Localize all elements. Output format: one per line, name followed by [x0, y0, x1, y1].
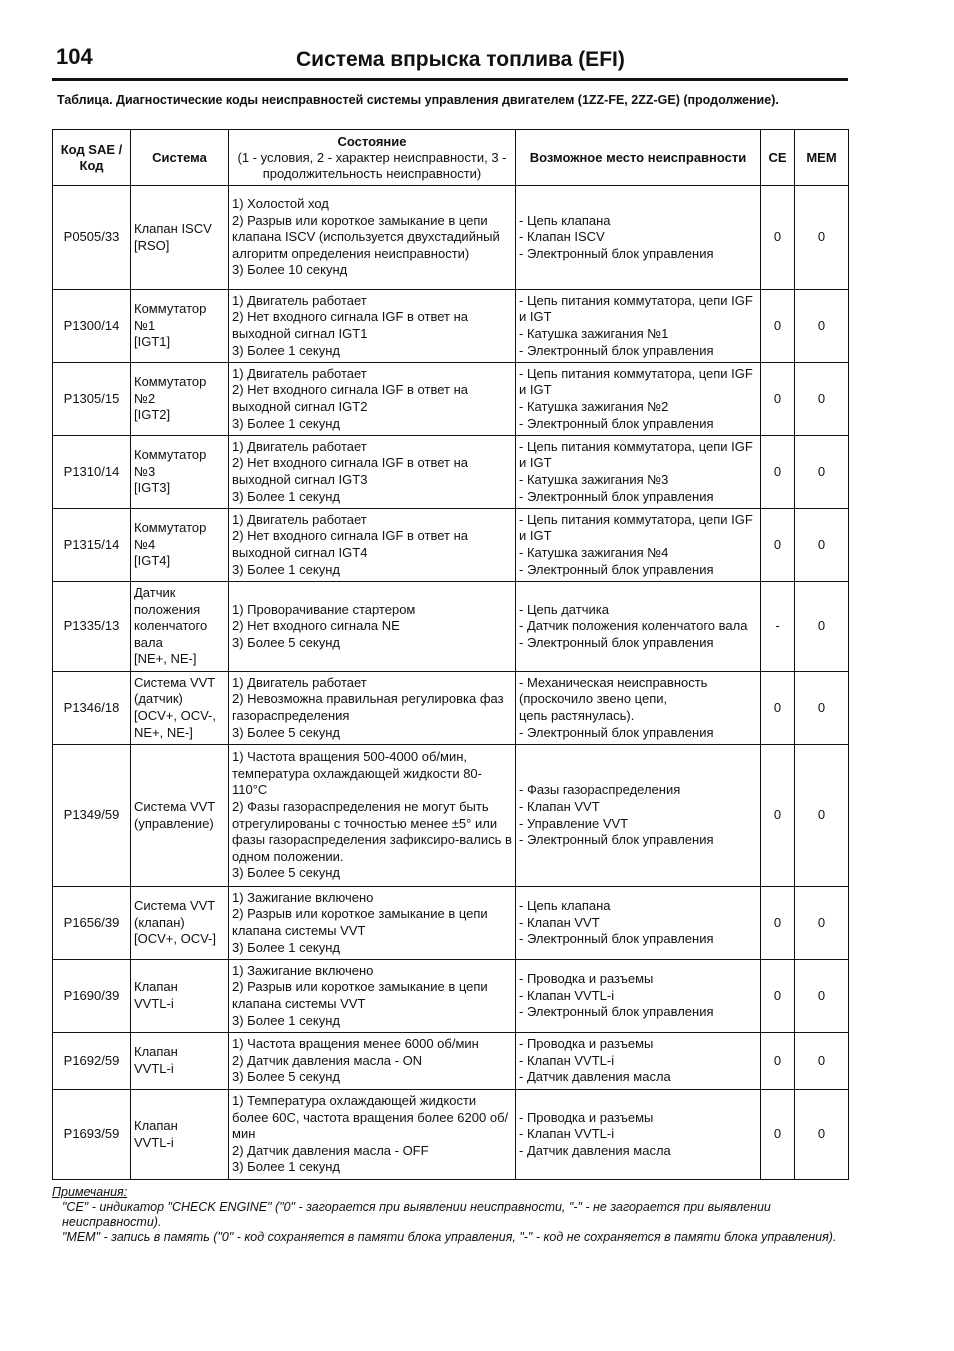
cell-location: - Проводка и разъемы - Клапан VVTL-i - Датчик давления масла	[516, 1090, 761, 1180]
notes-title: Примечания:	[52, 1185, 128, 1199]
table-row	[53, 509, 849, 582]
cell-mem: 0	[795, 672, 849, 745]
cell-condition: 1) Двигатель работает 2) Нет входного сигнала IGF в ответ на выходной сигнал IGT3 3) Более 1 секунд	[229, 436, 516, 509]
cell-code: P1310/14	[53, 436, 131, 509]
table-row	[53, 290, 849, 363]
cell-mem: 0	[795, 290, 849, 363]
cell-condition: 1) Частота вращения менее 6000 об/мин 2) Датчик давления масла - ON 3) Более 5 секунд	[229, 1033, 516, 1090]
cell-mem: 0	[795, 887, 849, 960]
cell-location: - Цепь клапана - Клапан ISCV - Электронный блок управления	[516, 186, 761, 290]
cell-system: Система VVT (клапан) [OCV+, OCV-]	[131, 887, 229, 960]
cell-system: Коммутатор №3 [IGT3]	[131, 436, 229, 509]
cell-mem: 0	[795, 960, 849, 1033]
cell-ce: 0	[761, 672, 795, 745]
cell-condition: 1) Двигатель работает 2) Нет входного сигнала IGF в ответ на выходной сигнал IGT2 3) Более 1 секунд	[229, 363, 516, 436]
cell-location: - Цепь питания коммутатора, цепи IGF и IGT - Катушка зажигания №1 - Электронный блок управления	[516, 290, 761, 363]
cell-system: Система VVT (управление)	[131, 745, 229, 887]
cell-system: Клапан VVTL-i	[131, 960, 229, 1033]
cell-system: Клапан VVTL-i	[131, 1090, 229, 1180]
cell-system: Система VVT (датчик) [OCV+, OCV-, NE+, NE-]	[131, 672, 229, 745]
cell-system: Коммутатор №4 [IGT4]	[131, 509, 229, 582]
table-row	[53, 745, 849, 887]
cell-mem: 0	[795, 1090, 849, 1180]
cell-code: P1349/59	[53, 745, 131, 887]
cell-system: Клапан VVTL-i	[131, 1033, 229, 1090]
note-ce: "CE" - индикатор "CHECK ENGINE" ("0" - загорается при выявлении неисправности, "-" - не загорается при выявлении неисправности).	[62, 1200, 771, 1229]
cell-location: - Проводка и разъемы - Клапан VVTL-i - Датчик давления масла	[516, 1033, 761, 1090]
cell-ce: 0	[761, 290, 795, 363]
cell-ce: 0	[761, 363, 795, 436]
cell-code: P1315/14	[53, 509, 131, 582]
cell-mem: 0	[795, 1033, 849, 1090]
cell-mem: 0	[795, 436, 849, 509]
cell-ce: 0	[761, 186, 795, 290]
table-row	[53, 887, 849, 960]
table-row	[53, 1033, 849, 1090]
cell-code: P1692/59	[53, 1033, 131, 1090]
cell-code: P1656/39	[53, 887, 131, 960]
cell-system: Коммутатор №1 [IGT1]	[131, 290, 229, 363]
cell-mem: 0	[795, 582, 849, 672]
header-condition-title: Состояние	[337, 133, 407, 149]
cell-system: Датчик положения коленчатого вала [NE+, NE-]	[131, 582, 229, 672]
header-rule	[52, 78, 848, 81]
table-row	[53, 960, 849, 1033]
cell-condition: 1) Двигатель работает 2) Невозможна правильная регулировка фаз газораспределения 3) Более 5 секунд	[229, 672, 516, 745]
cell-location: - Цепь клапана - Клапан VVT - Электронный блок управления	[516, 887, 761, 960]
cell-condition: 1) Температура охлаждающей жидкости более 60С, частота вращения более 6200 об/мин 2) Датчик давления масла - OFF 3) Более 1 секунд	[229, 1090, 516, 1180]
cell-code: P1335/13	[53, 582, 131, 672]
cell-location: - Цепь питания коммутатора, цепи IGF и IGT - Катушка зажигания №2 - Электронный блок управления	[516, 363, 761, 436]
table-row	[53, 1090, 849, 1180]
table-row	[53, 672, 849, 745]
cell-ce: 0	[761, 745, 795, 887]
cell-code: P0505/33	[53, 186, 131, 290]
cell-condition: 1) Двигатель работает 2) Нет входного сигнала IGF в ответ на выходной сигнал IGT1 3) Более 1 секунд	[229, 290, 516, 363]
cell-mem: 0	[795, 363, 849, 436]
table-row	[53, 436, 849, 509]
cell-ce: 0	[761, 960, 795, 1033]
cell-ce: 0	[761, 509, 795, 582]
notes	[52, 1185, 848, 1245]
cell-location: - Проводка и разъемы - Клапан VVTL-i - Электронный блок управления	[516, 960, 761, 1033]
cell-ce: -	[761, 582, 795, 672]
cell-location: - Цепь питания коммутатора, цепи IGF и IGT - Катушка зажигания №3 - Электронный блок управления	[516, 436, 761, 509]
cell-condition: 1) Частота вращения 500-4000 об/мин, температура охлаждающей жидкости 80-110°С 2) Фазы газораспределения не могут быть отрегулированы с точностью менее ±5° или фазы газораспределения зафиксиро-вались в одном положении. 3) Более 5 секунд	[229, 745, 516, 887]
header-condition-subtitle: (1 - условия, 2 - характер неисправности, 3 - продолжительность неисправности)	[237, 149, 507, 181]
cell-ce: 0	[761, 1033, 795, 1090]
header-code: Код SAE / Код	[53, 130, 131, 186]
header-system: Система	[131, 130, 229, 186]
cell-mem: 0	[795, 186, 849, 290]
cell-ce: 0	[761, 1090, 795, 1180]
note-mem: "MEM" - запись в память ("0" - код сохраняется в памяти блока управления, "-" - код не сохраняется в памяти блока управления).	[62, 1230, 837, 1244]
header-condition	[229, 130, 516, 186]
header-ce: CE	[761, 130, 795, 186]
cell-location: - Механическая неисправность (проскочило звено цепи, цепь растянулась). - Электронный блок управления	[516, 672, 761, 745]
cell-ce: 0	[761, 887, 795, 960]
cell-condition: 1) Холостой ход 2) Разрыв или короткое замыкание в цепи клапана ISCV (используется двухстадийный алгоритм определения неисправности) 3) Более 10 секунд	[229, 186, 516, 290]
cell-code: P1305/15	[53, 363, 131, 436]
cell-ce: 0	[761, 436, 795, 509]
cell-mem: 0	[795, 745, 849, 887]
cell-system: Клапан ISCV [RSO]	[131, 186, 229, 290]
page-number: 104	[56, 44, 93, 69]
header-location: Возможное место неисправности	[516, 130, 761, 186]
cell-location: - Цепь питания коммутатора, цепи IGF и IGT - Катушка зажигания №4 - Электронный блок управления	[516, 509, 761, 582]
cell-condition: 1) Двигатель работает 2) Нет входного сигнала IGF в ответ на выходной сигнал IGT4 3) Более 1 секунд	[229, 509, 516, 582]
cell-system: Коммутатор №2 [IGT2]	[131, 363, 229, 436]
cell-code: P1346/18	[53, 672, 131, 745]
cell-code: P1690/39	[53, 960, 131, 1033]
cell-code: P1693/59	[53, 1090, 131, 1180]
cell-condition: 1) Проворачивание стартером 2) Нет входного сигнала NE 3) Более 5 секунд	[229, 582, 516, 672]
header-mem: MEM	[795, 130, 849, 186]
table-row	[53, 582, 849, 672]
cell-mem: 0	[795, 509, 849, 582]
table-caption: Таблица. Диагностические коды неисправностей системы управления двигателем (1ZZ-FE, 2ZZ-GE) (продолжение).	[57, 93, 779, 107]
table-row	[53, 363, 849, 436]
page-title: Система впрыска топлива (EFI)	[296, 48, 625, 71]
cell-location: - Цепь датчика - Датчик положения коленчатого вала - Электронный блок управления	[516, 582, 761, 672]
cell-condition: 1) Зажигание включено 2) Разрыв или короткое замыкание в цепи клапана системы VVT 3) Более 1 секунд	[229, 960, 516, 1033]
cell-code: P1300/14	[53, 290, 131, 363]
table-row	[53, 186, 849, 290]
table-header-row	[53, 130, 849, 186]
diagnostic-codes-table	[52, 129, 849, 1180]
cell-condition: 1) Зажигание включено 2) Разрыв или короткое замыкание в цепи клапана системы VVT 3) Более 1 секунд	[229, 887, 516, 960]
cell-location: - Фазы газораспределения - Клапан VVT - Управление VVT - Электронный блок управления	[516, 745, 761, 887]
